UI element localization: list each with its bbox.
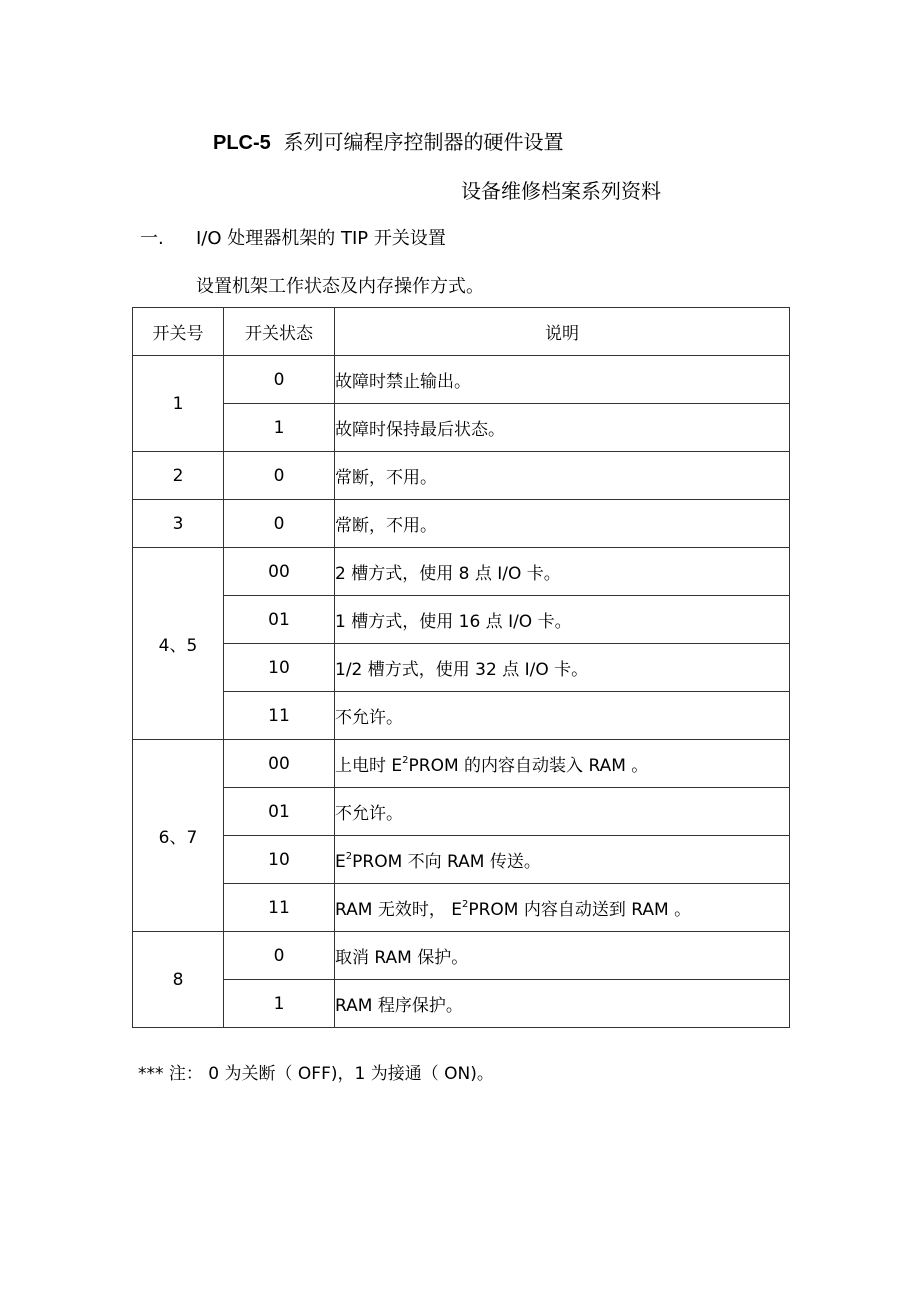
section-number: 一. (140, 228, 164, 249)
switch-state-cell: 00 (224, 548, 335, 596)
table-row (133, 788, 790, 836)
table-body (133, 356, 790, 1028)
description-cell: 1/2 槽方式，使用 32 点 I/O 卡。 (335, 644, 790, 692)
description-cell (335, 740, 790, 788)
page-subtitle: 设备维修档案系列资料 (461, 179, 661, 203)
table-row (133, 500, 790, 548)
description-cell: 故障时保持最后状态。 (335, 404, 790, 452)
switch-state-cell: 1 (224, 404, 335, 452)
description-cell: 不允许。 (335, 788, 790, 836)
table-row (133, 548, 790, 596)
table-row (133, 452, 790, 500)
description-cell: 常断，不用。 (335, 500, 790, 548)
switch-state-cell: 10 (224, 836, 335, 884)
header-switch-no: 开关号 (133, 308, 224, 356)
description-cell: 故障时禁止输出。 (335, 356, 790, 404)
switch-number-cell: 1 (133, 356, 224, 452)
description-cell (335, 884, 790, 932)
description-cell: 不允许。 (335, 692, 790, 740)
table-row (133, 692, 790, 740)
description-text: PROM 内容自动送到 RAM 。 (468, 900, 692, 920)
description-cell: 2 槽方式，使用 8 点 I/O 卡。 (335, 548, 790, 596)
switch-number-cell: 6、7 (133, 740, 224, 932)
table-row (133, 980, 790, 1028)
table-row (133, 932, 790, 980)
description-cell: 1 槽方式，使用 16 点 I/O 卡。 (335, 596, 790, 644)
description-text: PROM 的内容自动装入 RAM 。 (408, 756, 649, 776)
switch-state-cell: 01 (224, 596, 335, 644)
switch-number-cell: 4、5 (133, 548, 224, 740)
title-model: PLC-5 (213, 132, 271, 154)
switch-state-cell: 11 (224, 884, 335, 932)
switch-state-cell: 00 (224, 740, 335, 788)
switch-number-cell: 2 (133, 452, 224, 500)
title-text: 系列可编程序控制器的硬件设置 (283, 130, 564, 154)
table-row (133, 404, 790, 452)
switch-state-cell: 0 (224, 500, 335, 548)
switch-state-cell: 0 (224, 452, 335, 500)
description-cell: 常断，不用。 (335, 452, 790, 500)
section-title: I/O 处理器机架的 TIP 开关设置 (196, 228, 446, 249)
table-row (133, 596, 790, 644)
table-header-row (133, 308, 790, 356)
switch-state-cell: 01 (224, 788, 335, 836)
table-row (133, 884, 790, 932)
description-cell: 取消 RAM 保护。 (335, 932, 790, 980)
description-text: PROM 不向 RAM 传送。 (352, 852, 541, 872)
superscript: 2 (345, 851, 353, 863)
table-row (133, 836, 790, 884)
switch-state-cell: 0 (224, 356, 335, 404)
superscript: 2 (402, 755, 409, 767)
switch-number-cell: 8 (133, 932, 224, 1028)
switch-number-cell: 3 (133, 500, 224, 548)
table-row (133, 356, 790, 404)
switch-state-cell: 10 (224, 644, 335, 692)
description-text: E (335, 852, 346, 872)
switch-table (132, 307, 790, 1028)
header-description: 说明 (335, 308, 790, 356)
superscript: 2 (461, 899, 469, 911)
switch-state-cell: 1 (224, 980, 335, 1028)
description-cell: RAM 程序保护。 (335, 980, 790, 1028)
description-text: RAM 无效时， E (335, 900, 462, 920)
description-cell (335, 836, 790, 884)
header-switch-state: 开关状态 (224, 308, 335, 356)
switch-state-cell: 0 (224, 932, 335, 980)
intro-text: 设置机架工作状态及内存操作方式。 (196, 276, 484, 297)
table-row (133, 644, 790, 692)
page-title (213, 126, 564, 155)
table-row (133, 740, 790, 788)
description-text: 上电时 E (335, 756, 403, 776)
section-heading (140, 224, 446, 250)
switch-state-cell: 11 (224, 692, 335, 740)
footnote: *** 注： 0 为关断（ OFF)，1 为接通（ ON)。 (138, 1064, 494, 1084)
